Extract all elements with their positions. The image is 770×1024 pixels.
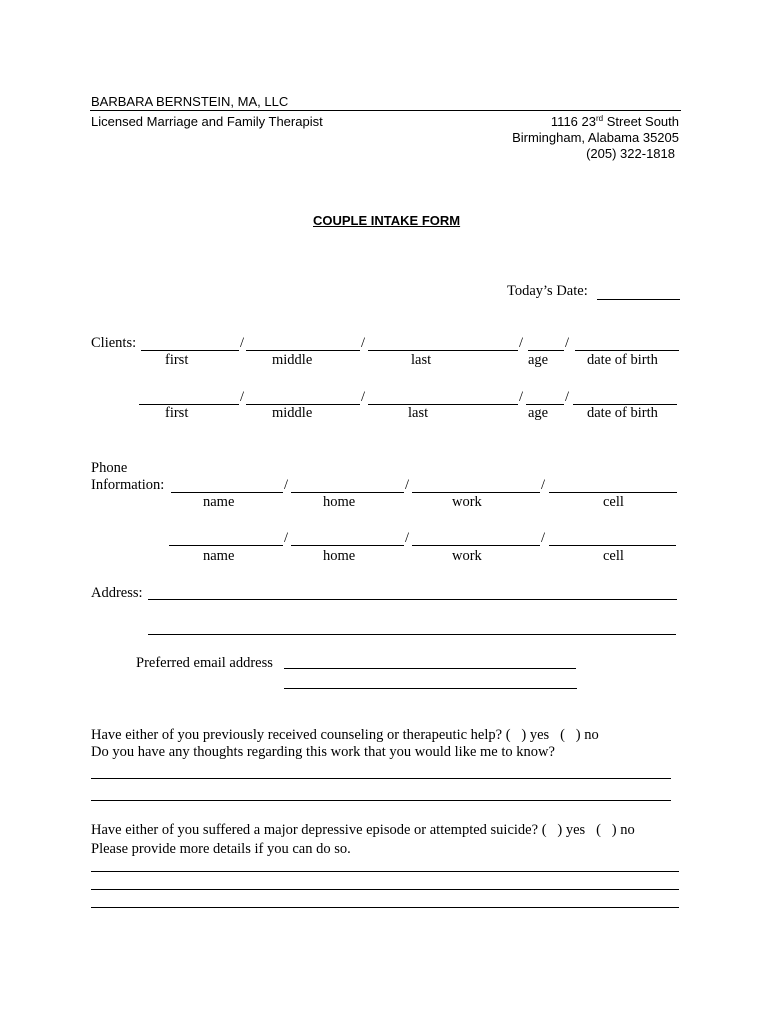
label-last: last [408, 405, 429, 421]
slash: / [565, 389, 570, 405]
slash: / [405, 477, 410, 493]
slash: / [361, 389, 366, 405]
question-depression-text: Have either of you suffered a major depressive episode or attempted suicide? [91, 822, 539, 838]
address-label: Address: [91, 585, 143, 601]
details-line-2[interactable] [91, 889, 679, 890]
label-cell: cell [603, 494, 624, 510]
phone2-work-field[interactable] [412, 545, 540, 546]
label-middle: middle [272, 352, 313, 368]
no-label: no [584, 727, 599, 743]
depression-yes-checkbox[interactable]: ( ) yes [541, 822, 586, 838]
slash: / [519, 389, 524, 405]
slash: / [361, 335, 366, 351]
address-line-2[interactable] [148, 634, 676, 635]
clients-label: Clients: [91, 335, 137, 351]
yes-label: yes [565, 822, 586, 838]
address-line-1[interactable] [148, 599, 677, 600]
label-work: work [452, 548, 482, 564]
practice-profession: Licensed Marriage and Family Therapist [91, 114, 323, 129]
phone-label: Phone [91, 460, 128, 476]
street-rest: Street South [603, 114, 679, 129]
header-rule [90, 110, 681, 111]
label-name: name [203, 494, 235, 510]
information-label: Information: [91, 477, 165, 493]
question-thoughts: Do you have any thoughts regarding this work that you would like me to know? [91, 744, 555, 760]
phone1-cell-field[interactable] [549, 492, 677, 493]
slash: / [284, 530, 289, 546]
practice-city: Birmingham, Alabama 35205 [512, 130, 679, 145]
label-middle: middle [272, 405, 313, 421]
slash: / [240, 389, 245, 405]
phone1-work-field[interactable] [412, 492, 540, 493]
details-line-1[interactable] [91, 871, 679, 872]
thoughts-line-1[interactable] [91, 778, 671, 779]
label-cell: cell [603, 548, 624, 564]
label-name: name [203, 548, 235, 564]
email-line-1[interactable] [284, 668, 576, 669]
yes-label: yes [529, 727, 550, 743]
label-home: home [323, 548, 356, 564]
phone1-name-field[interactable] [171, 492, 283, 493]
question-counseling [91, 727, 599, 744]
practice-phone: (205) 322-1818 [586, 146, 675, 161]
question-counseling-text: Have either of you previously received counseling or therapeutic help? [91, 727, 503, 743]
street-number: 1116 23 [550, 114, 596, 129]
phone2-cell-field[interactable] [549, 545, 676, 546]
client1-last-field[interactable] [368, 350, 518, 351]
client2-first-field[interactable] [139, 404, 239, 405]
label-first: first [165, 352, 189, 368]
date-label: Today’s Date: [507, 283, 588, 299]
phone1-home-field[interactable] [291, 492, 404, 493]
label-work: work [452, 494, 482, 510]
email-label: Preferred email address [136, 655, 273, 671]
no-label: no [620, 822, 635, 838]
slash: / [240, 335, 245, 351]
practice-street [551, 114, 679, 129]
question-details: Please provide more details if you can do so. [91, 841, 351, 857]
slash: / [405, 530, 410, 546]
phone2-home-field[interactable] [291, 545, 404, 546]
client1-first-field[interactable] [141, 350, 239, 351]
client1-dob-field[interactable] [575, 350, 679, 351]
practice-name: BARBARA BERNSTEIN, MA, LLC [91, 94, 289, 109]
depression-no-checkbox[interactable]: ( ) no [596, 822, 635, 838]
slash: / [565, 335, 570, 351]
email-line-2[interactable] [284, 688, 577, 689]
thoughts-line-2[interactable] [91, 800, 671, 801]
date-field[interactable] [597, 299, 680, 300]
label-home: home [323, 494, 356, 510]
form-title: COUPLE INTAKE FORM [313, 213, 461, 228]
label-first: first [165, 405, 189, 421]
label-age: age [528, 352, 549, 368]
label-age: age [528, 405, 549, 421]
slash: / [284, 477, 289, 493]
label-dob: date of birth [587, 352, 658, 368]
slash: / [541, 477, 546, 493]
label-last: last [411, 352, 432, 368]
counseling-yes-checkbox[interactable]: ( ) yes [505, 727, 550, 743]
phone2-name-field[interactable] [169, 545, 283, 546]
client1-middle-field[interactable] [246, 350, 360, 351]
street-sup: rd [595, 114, 604, 123]
details-line-3[interactable] [91, 907, 679, 908]
label-dob: date of birth [587, 405, 658, 421]
question-depression [91, 822, 635, 839]
client2-last-field[interactable] [368, 404, 518, 405]
slash: / [541, 530, 546, 546]
slash: / [519, 335, 524, 351]
client1-age-field[interactable] [528, 350, 564, 351]
counseling-no-checkbox[interactable]: ( ) no [560, 727, 599, 743]
